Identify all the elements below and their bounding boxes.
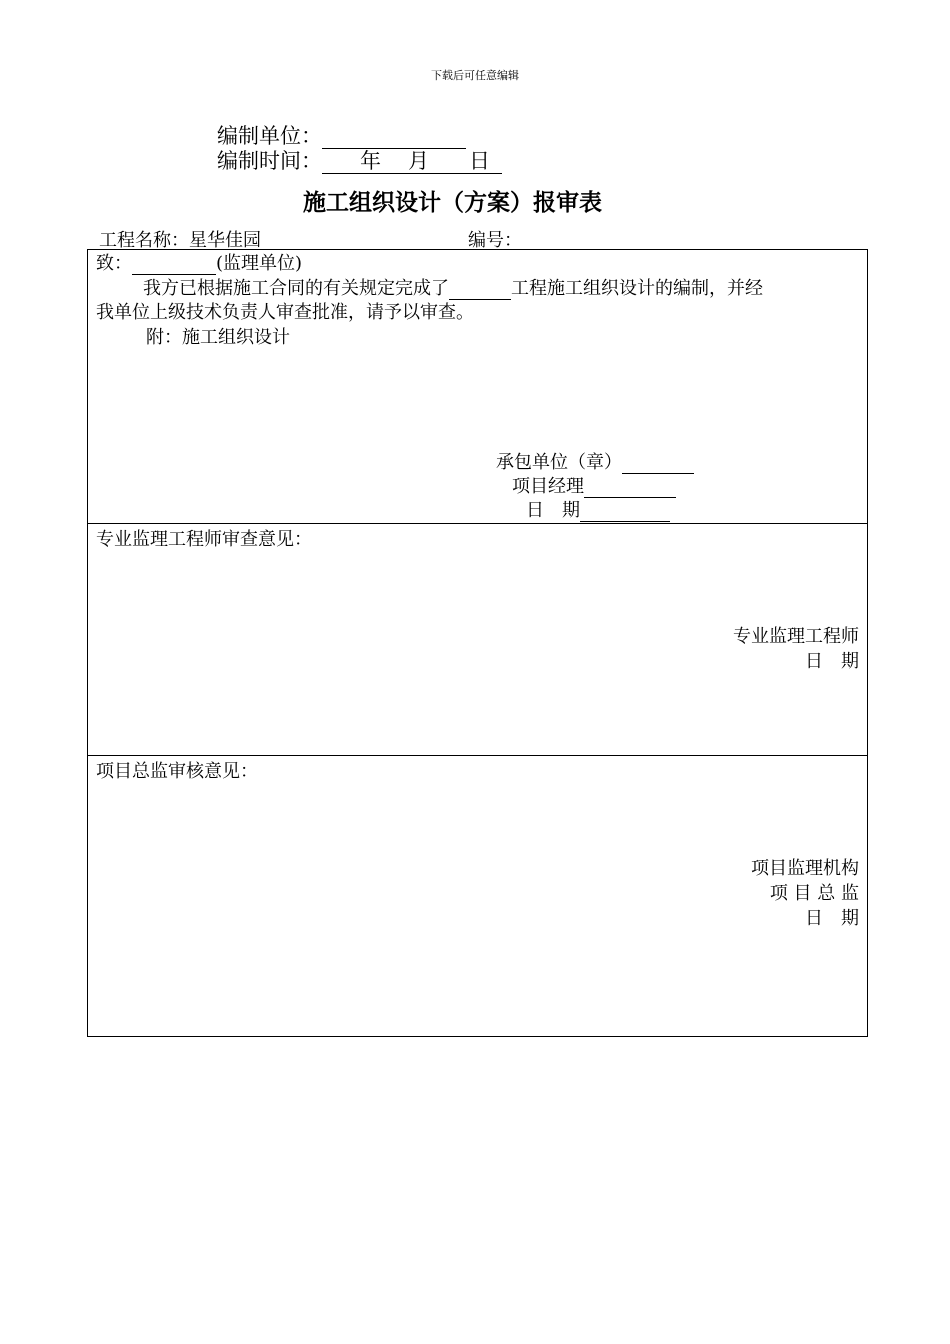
chief-supervisor: 项 目 总 监 (769, 883, 859, 904)
date-blank-1[interactable] (580, 503, 670, 522)
chief-review-heading: 项目总监审核意见： (96, 761, 258, 782)
review-form-table (87, 249, 868, 1037)
body-line-1b: 工程施工组织设计的编制，并经 (511, 278, 763, 299)
chief-date: 日 期 (805, 908, 859, 929)
contractor-blank[interactable] (622, 455, 694, 474)
engineer-signer: 专业监理工程师 (733, 626, 859, 647)
date-label-1: 日 期 (526, 500, 580, 521)
engineer-review-section (88, 524, 868, 756)
month-label: 月 (408, 149, 429, 173)
submission-section (88, 250, 868, 524)
compile-time-label: 编制时间： (217, 149, 322, 173)
engineer-date: 日 期 (805, 651, 859, 672)
recipient-line (96, 253, 302, 275)
compile-unit-blank[interactable] (322, 128, 466, 149)
page-title: 施工组织设计（方案）报审表 (303, 190, 602, 216)
compile-time-blank[interactable] (322, 149, 502, 174)
compile-unit-line (217, 123, 466, 149)
compile-unit-label: 编制单位： (217, 124, 322, 148)
contractor-label: 承包单位（章） (496, 452, 622, 473)
chief-review-section (88, 756, 868, 1037)
header-note: 下载后可任意编辑 (431, 69, 519, 82)
recipient-prefix: 致： (96, 253, 132, 274)
compile-time-line (217, 148, 502, 174)
day-label: 日 (469, 149, 490, 173)
year-label: 年 (360, 149, 381, 173)
project-code-label: 编号： (468, 230, 522, 251)
recipient-suffix: (监理单位) (216, 253, 303, 274)
manager-blank[interactable] (584, 479, 676, 498)
attachment-line: 附：施工组织设计 (146, 327, 290, 348)
supervisor-unit-blank[interactable] (132, 256, 216, 275)
body-line-1a: 我方已根据施工合同的有关规定完成了 (143, 278, 449, 299)
project-blank[interactable] (449, 281, 511, 300)
manager-label: 项目经理 (512, 476, 584, 497)
engineer-review-heading: 专业监理工程师审查意见： (96, 529, 312, 550)
date-line-1 (526, 500, 670, 522)
body-line-1 (143, 278, 763, 300)
supervision-org: 项目监理机构 (751, 858, 859, 879)
contractor-line (496, 452, 694, 474)
manager-line (512, 476, 676, 498)
project-name: 工程名称：星华佳园 (99, 230, 261, 251)
body-line-2: 我单位上级技术负责人审查批准，请予以审查。 (96, 302, 474, 323)
